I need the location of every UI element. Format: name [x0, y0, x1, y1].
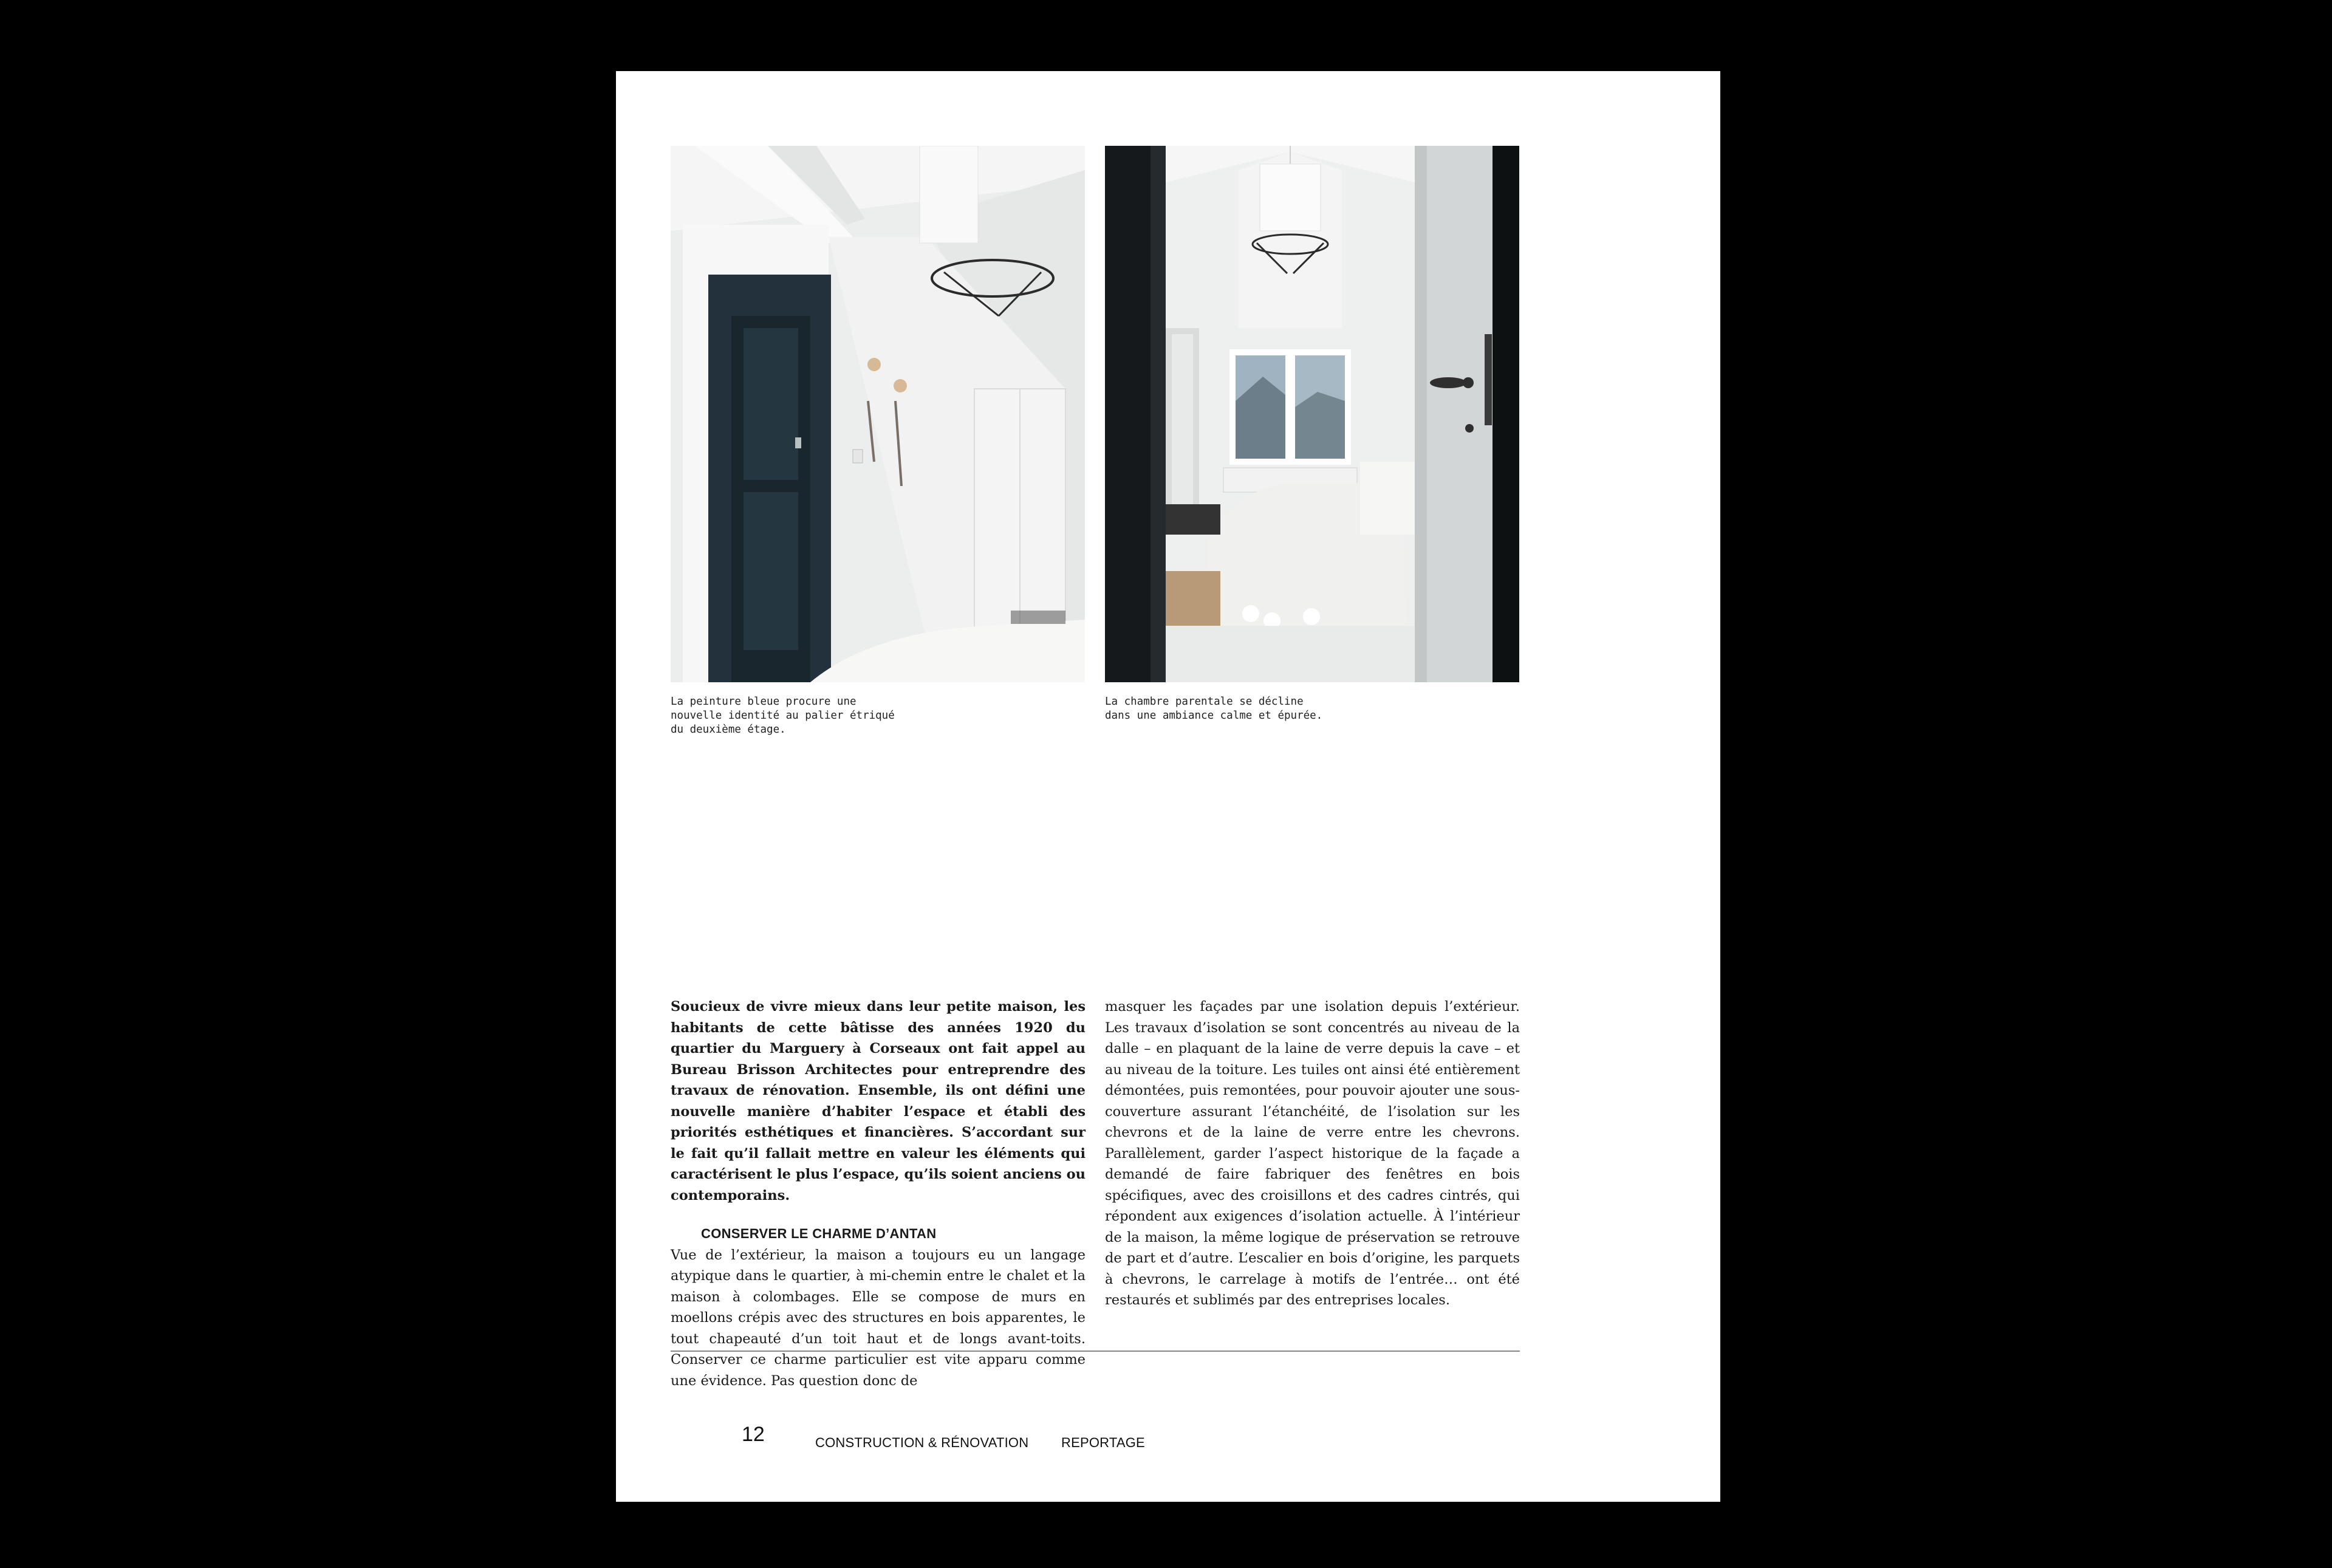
article-lead: Soucieux de vivre mieux dans leur petite maison, les habitants de cette bâtisse des années 1920 du quartier du Marguery à Corseaux ont fait appel au Bureau Brisson Architectes pour entreprendre des travaux de rénovation. Ensemble, ils ont défini une nouvelle manière d’habiter l’espace et établi des priorités esthétiques et financières. S’accordant sur le fait qu’il fallait mettre en valeur les éléments qui caractérisent le plus l’espace, qu’ils soient anciens ou contemporains.: [671, 999, 1086, 1203]
magazine-page: [616, 71, 1720, 1502]
article-column-right: [1105, 996, 1520, 1311]
photo-master-bedroom-illustration: [1105, 146, 1519, 682]
caption-blue-landing: La peinture bleue procure une nouvelle identité au palier étriqué du deuxième étage.: [671, 696, 895, 736]
article-subhead: CONSERVER LE CHARME D’ANTAN: [701, 1226, 937, 1241]
photo-blue-landing-illustration: [671, 146, 1085, 682]
article-paragraph-left: Vue de l’extérieur, la maison a toujours eu un langage atypique dans le quartier, à mi-chemin entre le chalet et la maison à colombages. Elle se compose de murs en moellons crépis avec des structures en bois apparentes, le tout chapeauté d’un toit haut et de longs avant-toits. Conserver ce charme particulier est vite apparu comme une évidence. Pas question donc de: [671, 1247, 1086, 1389]
photo-blue-landing: [671, 146, 1085, 682]
page-number: 12: [742, 1423, 765, 1446]
article-column-left: [671, 996, 1086, 1391]
article-paragraph-right: masquer les façades par une isolation depuis l’extérieur. Les travaux d’isolation se sont concentrés au niveau de la dalle – en plaquant de la laine de verre depuis la cave – et au niveau de la toiture. Les tuiles ont ainsi été entièrement démontées, puis remontées, pour pouvoir ajouter une sous-couverture assurant l’étanchéité, de l’isolation sur les chevrons et de la laine de verre entre les chevrons. Parallèlement, garder l’aspect historique de la façade a demandé de faire fabriquer des fenêtres en bois spécifiques, avec des croisillons et des cadres cintrés, qui répondent aux exigences d’isolation actuelle. À l’intérieur de la maison, la même logique de préservation se retrouve de part et d’autre. L’escalier en bois d’origine, les parquets à chevrons, le carrelage à motifs de l’entrée… ont été restaurés et sublimés par des entreprises locales.: [1105, 999, 1520, 1308]
footer-divider: [671, 1351, 1520, 1352]
publication-name: CONSTRUCTION & RÉNOVATION: [815, 1435, 1029, 1450]
photo-master-bedroom: [1105, 146, 1519, 682]
section-name: REPORTAGE: [1061, 1435, 1145, 1450]
caption-master-bedroom: La chambre parentale se décline dans une ambiance calme et épurée.: [1105, 696, 1323, 722]
